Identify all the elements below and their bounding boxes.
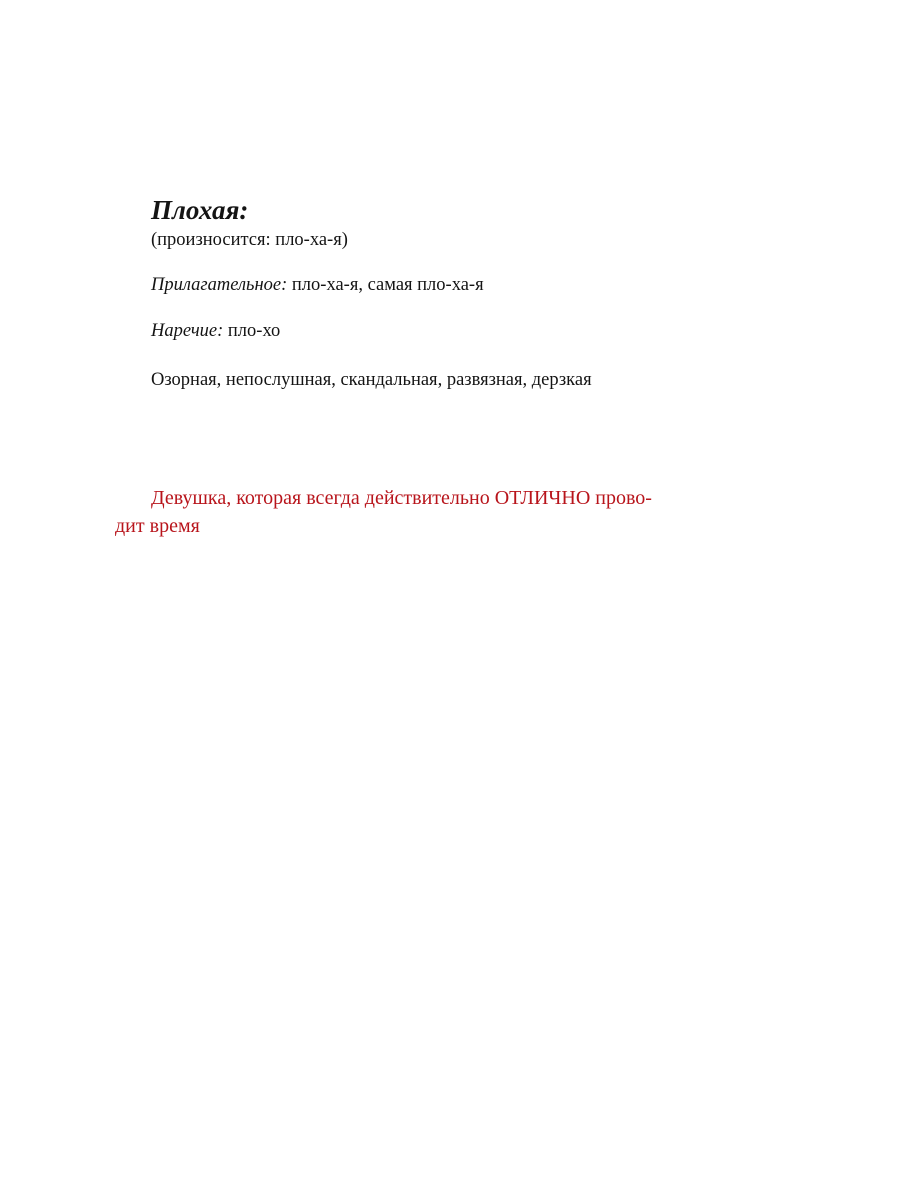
adverb-forms: пло-хо	[227, 321, 281, 341]
adjective-label: Прилагательное:	[151, 275, 288, 295]
pronunciation: (произносится: пло-ха-я)	[151, 230, 348, 250]
adjective-forms: пло-ха-я, самая пло-ха-я	[291, 275, 484, 295]
definition-line-2: дит время	[115, 515, 200, 537]
adjective-line	[151, 273, 484, 297]
dictionary-entry	[151, 194, 771, 390]
headword: Плохая:	[151, 195, 249, 225]
definition-line-1: Девушка, которая всегда действительно ОТЛИЧНО прово-	[151, 487, 652, 509]
definition	[115, 484, 715, 540]
adverb-label: Наречие:	[151, 321, 224, 341]
adverb-line	[151, 319, 280, 343]
synonyms: Озорная, непослушная, скандальная, развязная, дерзкая	[151, 370, 592, 390]
